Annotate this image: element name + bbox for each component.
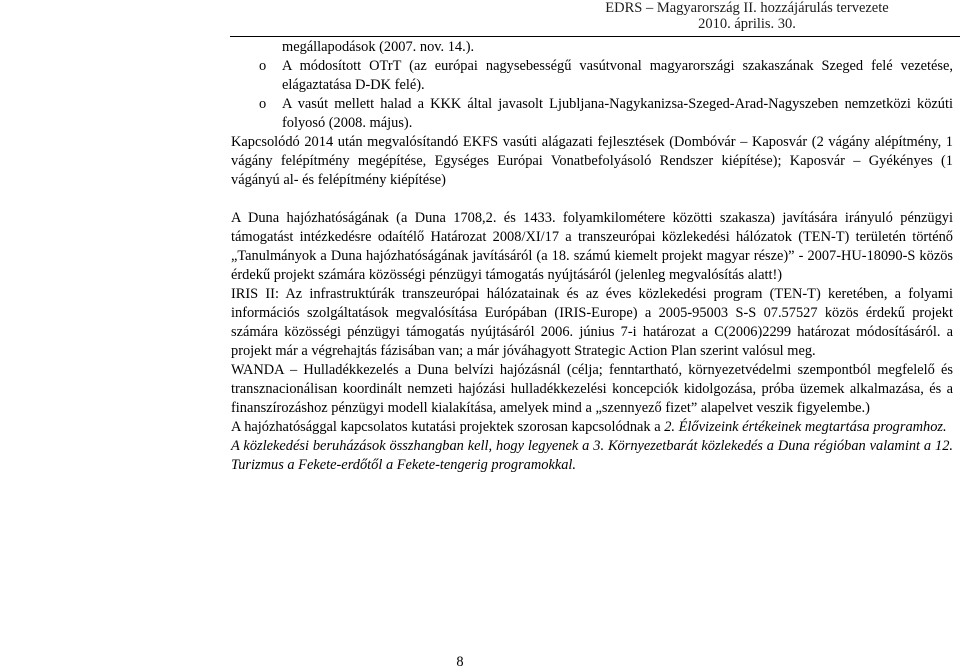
spacer xyxy=(231,190,953,209)
header-title xyxy=(582,0,912,32)
bullet-marker: o xyxy=(259,96,267,112)
continuation-line: megállapodások (2007. nov. 14.). xyxy=(282,39,475,55)
header-title-line1: EDRS – Magyarország II. hozzájárulás tervezete xyxy=(605,0,889,16)
paragraph-kutatasi xyxy=(231,418,953,437)
paragraph-duna: A Duna hajózhatóságának (a Duna 1708,2. és 1433. folyamkilométere közötti szakasza) javítására irányuló pénzügyi támogatást intézkedésre odaítélő Határozat 2008/XI/17 a transzeurópai közlekedési hálózatok (TEN-T) területén történő „Tanulmányok a Duna hajózhatóságának javításáról (a 18. számú kiemelt projekt magyar része)” - 2007-HU-18090-S közös érdekű projekt számára közösségi pénzügyi támogatás nyújtásáról (jelenleg megvalósítás alatt!) xyxy=(231,210,953,283)
paragraph-iris: IRIS II: Az infrastruktúrák transzeurópai hálózatainak és az éves közlekedési program (TEN-T) keretében, a folyami információs szolgáltatások megvalósítása Európában (IRIS-Europe) a 2005-95003 S-S 07.57527 közös érdekű projekt számára közösségi pénzügyi támogatás nyújtásáról 2006. június 7-i határozat a C(2006)2299 határozat módosításáról. a projekt már a végrehajtás fázisában van; a már jóváhagyott Strategic Action Plan szerint valósul meg. xyxy=(231,286,953,359)
bullet-text: A módosított OTrT (az európai nagysebességű vasútvonal magyarországi szakaszának Szeged felé vezetése, elágaztatása D-DK felé). xyxy=(282,58,953,93)
document-body xyxy=(231,38,953,475)
bullet-item xyxy=(231,57,953,95)
kutatasi-program-ref: 2. Élővizeink értékeinek megtartása programhoz. xyxy=(664,419,947,435)
bullet-marker: o xyxy=(259,58,267,74)
page-number: 8 xyxy=(456,654,464,670)
bullet-item xyxy=(231,95,953,133)
paragraph-beruhazasok: A közlekedési beruházások összhangban kell, hogy legyenek a 3. Környezetbarát közlekedés a Duna régióban valamint a 12. Turizmus a Fekete-erdőtől a Fekete-tengerig programokkal. xyxy=(231,438,953,473)
paragraph-wanda: WANDA – Hulladékkezelés a Duna belvízi hajózásnál (célja; fenntartható, környezetvédelmi szempontból megfelelő és transznacionálisan koordinált nemzeti hajózási hulladékkezelési koncepciók kidolgozása, próba üzemek alkalmazása, és a finanszírozáshoz pénzügyi modell kialakítása, amelyek mind a „szennyező fizet” alapelvet veszik figyelembe.) xyxy=(231,362,953,416)
header-date: 2010. április. 30. xyxy=(698,16,796,32)
kutatasi-text: A hajózhatósággal kapcsolatos kutatási projektek szorosan kapcsolódnak a xyxy=(231,419,665,435)
paragraph-kapcsolodo: Kapcsolódó 2014 után megvalósítandó EKFS vasúti alágazati fejlesztések (Dombóvár – Kaposvár (2 vágány alépítmény, 1 vágány felépítmény megépítése, Egységes Európai Vonatbefolyásoló Rendszer kiépítése); Kaposvár – Gyékényes (1 vágányú al- és felépítmény kiépítése) xyxy=(231,134,953,188)
header-rule xyxy=(230,36,960,37)
page-header xyxy=(0,0,960,37)
bullet-text: A vasút mellett halad a KKK által javasolt Ljubljana-Nagykanizsa-Szeged-Arad-Nagyszeben nemzetközi közúti folyosó (2008. május). xyxy=(282,96,953,131)
